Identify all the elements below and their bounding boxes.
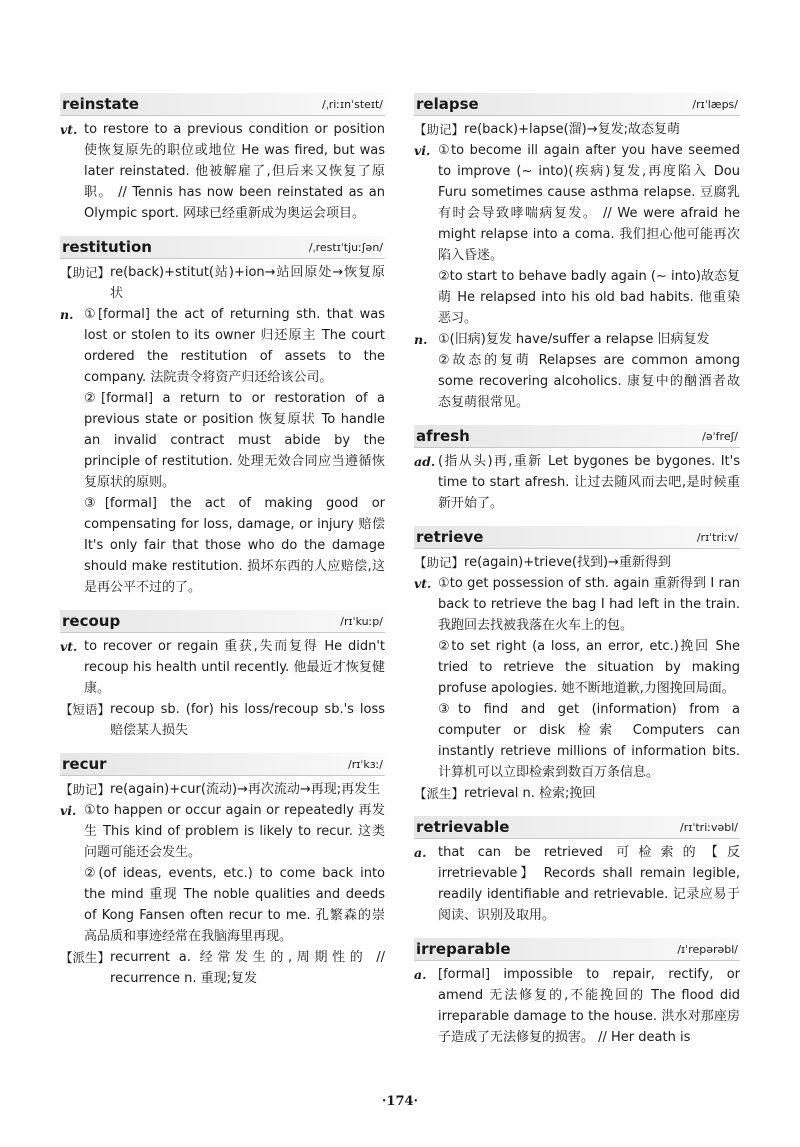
sense-text: ②to start to behave badly again (~ into)故态复萌 He relapsed into his old bad habits. 他重染恶习。 [438, 269, 740, 326]
page-number: ·174· [381, 1094, 419, 1109]
note-text: re(again)+trieve(找到)→重新得到 [464, 555, 671, 570]
sense-text: [formal] impossible to repair, rectify, or amend 无法修复的,不能挽回的 The flood did irreparable damage to the house. 洪水对那座房子造成了无法修复的损害。 // Her death is [438, 967, 740, 1045]
sense-line [414, 451, 740, 514]
sense-line [414, 140, 740, 266]
note-text: recurrent a. 经常发生的,周期性的 // recurrence n. 重现;复发 [110, 950, 385, 986]
entry-body [414, 119, 740, 413]
note-tag: 【助记】 [414, 555, 465, 570]
pronunciation: /rɪˈlæps/ [692, 98, 738, 111]
sense-continuation [414, 699, 740, 783]
entry-body [60, 779, 385, 989]
sense-continuation [60, 863, 385, 947]
dictionary-entry [60, 93, 385, 224]
dictionary-entry [60, 236, 385, 598]
sense-continuation [414, 266, 740, 329]
headword: retrieve [416, 528, 484, 546]
entry-body [414, 451, 740, 514]
entry-body [414, 964, 740, 1048]
headword: relapse [416, 95, 479, 113]
entry-header [414, 816, 740, 839]
note-text: re(again)+cur(流动)→再次流动→再现;再发生 [110, 782, 381, 797]
right-column [414, 93, 740, 1048]
sense-text: ①to get possession of sth. again 重新得到 I ran back to retrieve the bag I had left in the train. 我跑回去找被我落在火车上的包。 [438, 576, 740, 633]
sense-text: (指从头)再,重新 Let bygones be bygones. It's time to start afresh. 让过去随风而去吧,是时候重新开始了。 [438, 454, 740, 511]
note-tag: 【派生】 [414, 786, 465, 801]
note-text: recoup sb. (for) his loss/recoup sb.'s loss 赔偿某人损失 [110, 702, 385, 738]
part-of-speech: vt. [414, 576, 432, 591]
note-text: re(back)+stitut(站)+ion→站回原处→恢复原状 [110, 265, 385, 301]
sense-text: that can be retrieved 可检索的【反 irretrievable】 Records shall remain legible, readily identifiable and retrievable. 记录应易于阅读、识别及取用。 [438, 845, 740, 923]
entry-header [414, 526, 740, 549]
part-of-speech: a. [414, 845, 427, 860]
sense-line [60, 119, 385, 224]
sense-continuation [414, 350, 740, 413]
note-line [414, 552, 740, 573]
entry-spacer [414, 926, 740, 938]
part-of-speech: ad. [414, 454, 436, 469]
note-line [60, 262, 385, 304]
entry-body [60, 262, 385, 598]
note-tag: 【派生】 [60, 950, 111, 965]
entry-header [414, 93, 740, 116]
note-text: retrieval n. 检索;挽回 [464, 786, 596, 801]
note-tag: 【助记】 [414, 122, 465, 137]
entry-header [60, 236, 385, 259]
entry-header [414, 938, 740, 961]
entry-header [414, 425, 740, 448]
sense-text: to restore to a previous condition or position 使恢复原先的职位或地位 He was fired, but was later reinstated. 他被解雇了,但后来又恢复了原职。 // Tennis has now been reinstated as an Olympic sport. 网球已经重新成为奥运会项目。 [84, 122, 385, 221]
dictionary-entry [414, 816, 740, 926]
part-of-speech: a. [414, 967, 427, 982]
part-of-speech: vt. [60, 639, 78, 654]
dictionary-entry [414, 938, 740, 1048]
sense-text: ③[formal] the act of making good or compensating for loss, damage, or injury 赔偿 It's only fair that those who do the damage should make restitution. 损坏东西的人应赔偿,这是再公平不过的了。 [84, 496, 385, 595]
sense-line [60, 636, 385, 699]
left-column [60, 93, 385, 989]
note-line [60, 779, 385, 800]
part-of-speech: n. [414, 332, 428, 347]
entry-spacer [414, 804, 740, 816]
headword: reinstate [62, 95, 139, 113]
sense-line [414, 573, 740, 636]
note-tag: 【助记】 [60, 782, 111, 797]
sense-continuation [60, 388, 385, 493]
entry-spacer [60, 598, 385, 610]
pronunciation: /rɪˈkɜː/ [348, 758, 383, 771]
entry-header [60, 610, 385, 633]
pronunciation: /əˈfreʃ/ [702, 430, 738, 443]
note-line [414, 783, 740, 804]
entry-spacer [60, 741, 385, 753]
part-of-speech: vi. [60, 803, 77, 818]
pronunciation: /rɪˈtriːv/ [696, 531, 738, 544]
sense-text: ①to become ill again after you have seemed to improve (~ into)(疾病)复发,再度陷入 Dou Furu sometimes cause asthma relapse. 豆腐乳有时会导致哮喘病复发。 // We were afraid he might relapse into a coma. 我们担心他可能再次陷入昏迷。 [438, 143, 740, 263]
sense-text: ①to happen or occur again or repeatedly 再发生 This kind of problem is likely to recur. 这类问题可能还会发生。 [84, 803, 385, 860]
entry-body [414, 842, 740, 926]
sense-text: ②to set right (a loss, an error, etc.)挽回 She tried to retrieve the situation by making profuse apologies. 她不断地道歉,力图挽回局面。 [438, 639, 740, 696]
headword: recoup [62, 612, 121, 630]
sense-line [60, 304, 385, 388]
note-line [60, 947, 385, 989]
pronunciation: /ˌriːɪnˈsteɪt/ [321, 98, 383, 111]
sense-text: ①(旧病)复发 have/suffer a relapse 旧病复发 [438, 332, 710, 347]
entry-spacer [414, 514, 740, 526]
note-tag: 【助记】 [60, 265, 111, 280]
headword: restitution [62, 238, 152, 256]
note-line [60, 699, 385, 741]
pronunciation: /ˌrestɪˈtjuːʃən/ [308, 241, 383, 254]
entry-body [60, 119, 385, 224]
headword: recur [62, 755, 107, 773]
dictionary-entry [414, 526, 740, 804]
note-text: re(back)+lapse(溜)→复发;故态复萌 [464, 122, 681, 137]
sense-line [414, 964, 740, 1048]
sense-line [414, 329, 740, 350]
entry-header [60, 753, 385, 776]
dictionary-entry [60, 753, 385, 989]
part-of-speech: vt. [60, 122, 78, 137]
part-of-speech: vi. [414, 143, 431, 158]
dictionary-entry [414, 93, 740, 413]
pronunciation: /ɪˈrepərəbl/ [677, 943, 738, 956]
dictionary-entry [60, 610, 385, 741]
sense-text: ②(of ideas, events, etc.) to come back into the mind 重现 The noble qualities and deeds of Kong Fansen often recur to me. 孔繁森的崇高品质和事迹经常在我脑海里再现。 [84, 866, 385, 944]
entry-body [60, 636, 385, 741]
sense-continuation [60, 493, 385, 598]
dictionary-entry [414, 425, 740, 514]
note-tag: 【短语】 [60, 702, 111, 717]
headword: retrievable [416, 818, 510, 836]
sense-text: ③to find and get (information) from a computer or disk 检索 Computers can instantly retrieve millions of information bits. 计算机可以立即检索到数百万条信息。 [438, 702, 740, 780]
sense-text: ②[formal] a return to or restoration of a previous state or position 恢复原状 To handle an invalid contract must abide by the principle of restitution. 处理无效合同应当遵循恢复原状的原则。 [84, 391, 385, 490]
entry-header [60, 93, 385, 116]
sense-text: to recover or regain 重获,失而复得 He didn't recoup his health until recently. 他最近才恢复健康。 [84, 639, 385, 696]
sense-continuation [414, 636, 740, 699]
pronunciation: /rɪˈtriːvəbl/ [680, 821, 738, 834]
entry-spacer [60, 224, 385, 236]
entry-spacer [414, 413, 740, 425]
pronunciation: /rɪˈkuːp/ [340, 615, 383, 628]
headword: afresh [416, 427, 470, 445]
note-line [414, 119, 740, 140]
sense-line [414, 842, 740, 926]
sense-text: ②故态的复萌 Relapses are common among some recovering alcoholics. 康复中的酗酒者故态复萌很常见。 [438, 353, 740, 410]
entry-body [414, 552, 740, 804]
part-of-speech: n. [60, 307, 74, 322]
sense-text: ①[formal] the act of returning sth. that was lost or stolen to its owner 归还原主 The court ordered the restitution of assets to the company. 法院责令将资产归还给该公司。 [84, 307, 385, 385]
headword: irreparable [416, 940, 511, 958]
sense-line [60, 800, 385, 863]
